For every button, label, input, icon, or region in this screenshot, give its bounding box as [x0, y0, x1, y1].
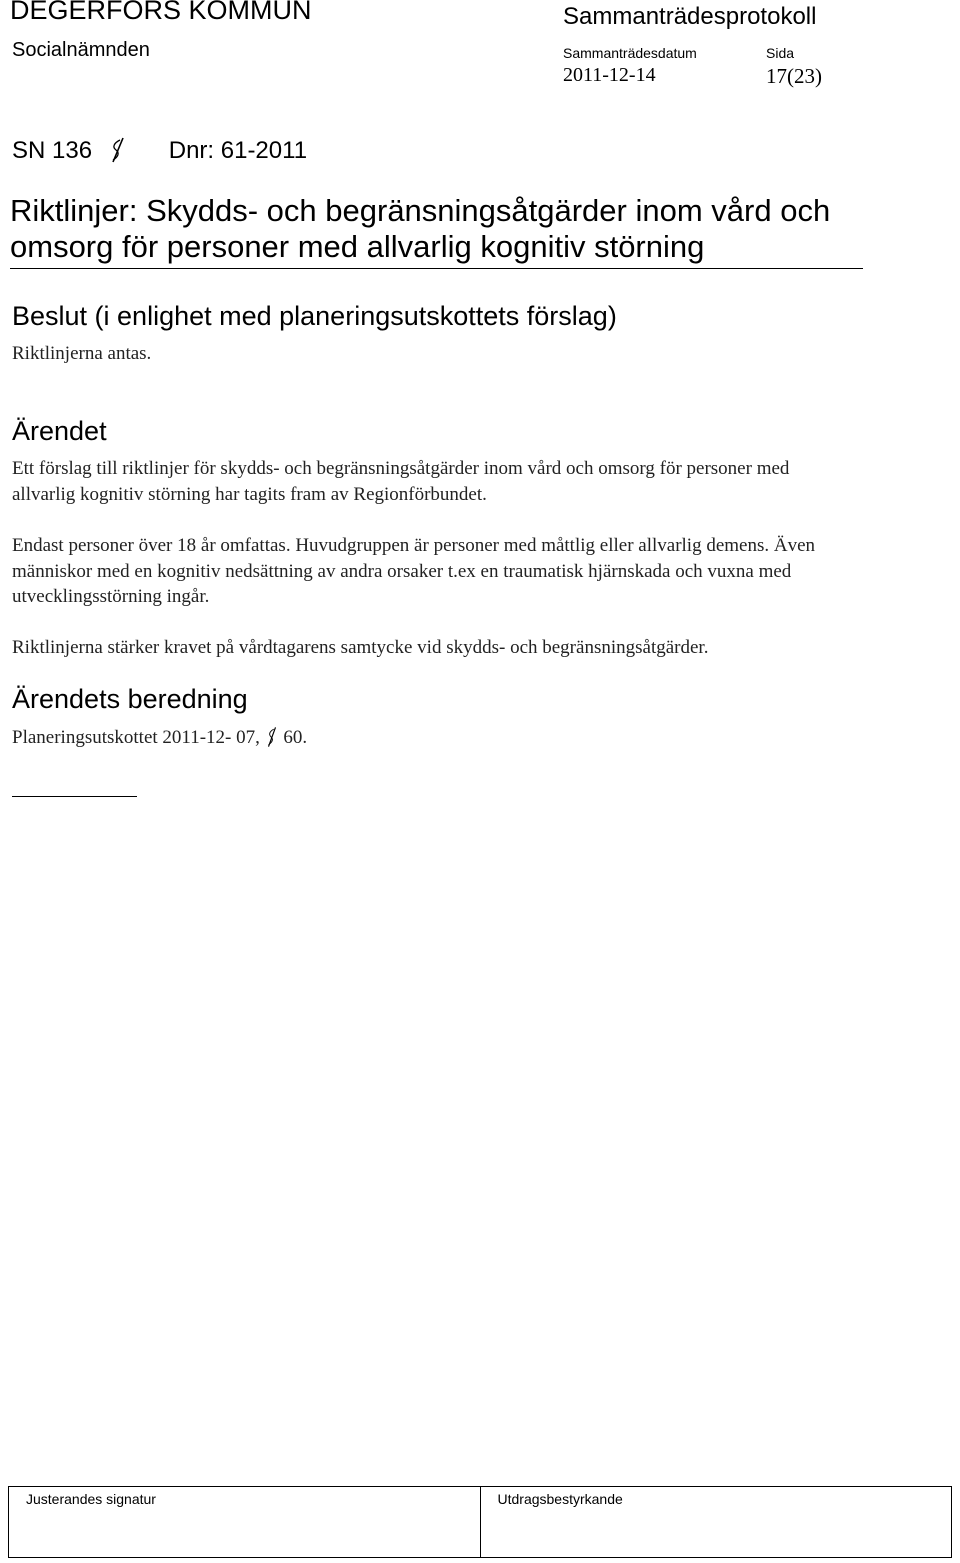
page-title: Riktlinjer: Skydds- och begränsningsåtgärder inom vård och omsorg för personer med allvarlig kognitiv störning — [10, 193, 831, 264]
matter-heading: Ärendet — [12, 416, 107, 446]
page-number: 17(23) — [766, 64, 822, 88]
matter-paragraph: Endast personer över 18 år omfattas. Huvudgruppen är personer med måttlig eller allvarlig demens. Även människor med en kognitiv nedsättning av andra orsaker t.ex en traumatisk hjärnskada och vuxna med utvecklingsstörning ingår. — [12, 535, 816, 607]
title-divider — [10, 268, 863, 269]
section-sign-icon — [107, 137, 129, 163]
case-dnr: Dnr: 61-2011 — [168, 137, 308, 164]
preparation-text — [12, 725, 832, 751]
certification-label: Utdragsbestyrkande — [497, 1491, 623, 1507]
meeting-date: 2011-12-14 — [563, 64, 656, 86]
meeting-date-label: Sammanträdesdatum — [563, 45, 697, 61]
signature-label: Justerandes signatur — [26, 1491, 156, 1507]
page-label: Sida — [766, 45, 795, 61]
case-identifier — [12, 137, 307, 165]
signature-box — [8, 1486, 952, 1558]
certification-cell — [480, 1487, 952, 1557]
decision-text: Riktlinjerna antas. — [12, 343, 152, 364]
organization-name: DEGERFORS KOMMUN — [10, 0, 312, 25]
decision-heading: Beslut (i enlighet med planeringsutskottets förslag) — [12, 301, 617, 331]
document-type: Sammanträdesprotokoll — [563, 3, 817, 30]
preparation-heading: Ärendets beredning — [12, 684, 248, 714]
department-name: Socialnämnden — [12, 39, 150, 61]
section-sign-icon — [265, 726, 279, 748]
matter-paragraph: Riktlinjerna stärker kravet på vårdtagarens samtycke vid skydds- och begränsningsåtgärder. — [12, 637, 709, 658]
signature-cell — [9, 1487, 480, 1557]
preparation-reference: Planeringsutskottet 2011-12- 07, — [12, 727, 260, 748]
matter-paragraph: Ett förslag till riktlinjer för skydds- och begränsningsåtgärder inom vård och omsorg för personer med allvarlig kognitiv störning har tagits fram av Regionförbundet. — [12, 458, 790, 505]
preparation-paragraph-number: 60. — [283, 727, 308, 748]
footnote-divider — [12, 796, 137, 797]
case-number: SN 136 — [12, 137, 93, 164]
